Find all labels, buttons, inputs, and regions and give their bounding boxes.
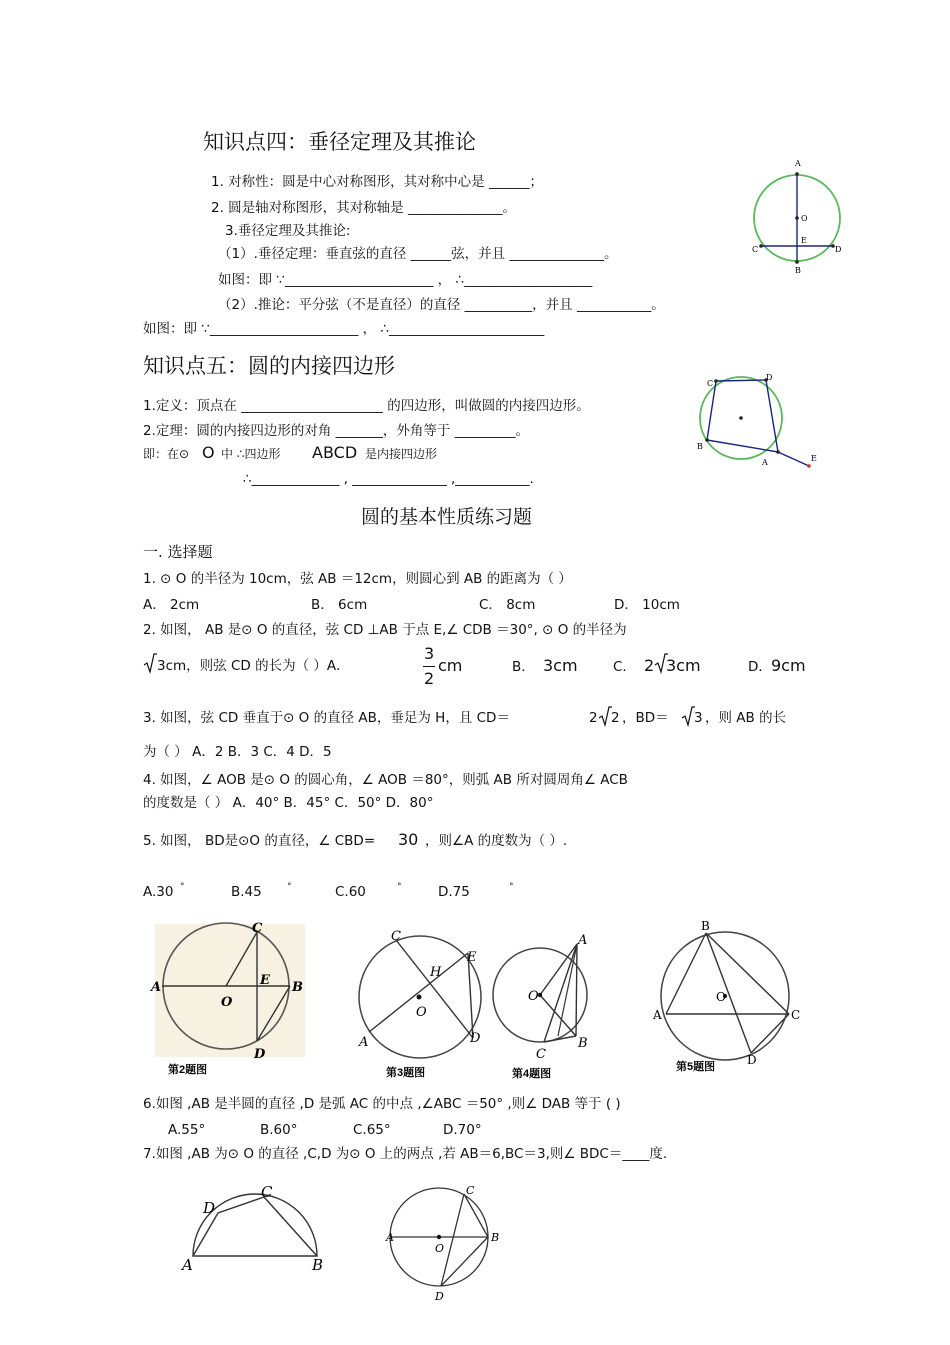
- k5-line4: ∴_____________ , ______________ ,___________.: [243, 471, 534, 487]
- svg-text:D: D: [470, 1031, 481, 1046]
- svg-text:C: C: [791, 1008, 801, 1022]
- svg-text:O: O: [801, 214, 808, 223]
- svg-text:B: B: [292, 980, 303, 995]
- figure-q4: [488, 928, 598, 1083]
- figure-q7: [380, 1180, 510, 1305]
- figure-k5-quadrilateral: [693, 370, 823, 475]
- svg-text:A: A: [578, 933, 588, 948]
- figure-q5: [650, 918, 810, 1076]
- svg-text:C: C: [391, 929, 401, 944]
- q3-cd-sqrt-sign: [598, 705, 612, 727]
- svg-text:E: E: [801, 236, 807, 245]
- q2-d-label: D．: [748, 659, 772, 675]
- q1-option-a: A． 2cm: [143, 597, 200, 613]
- figure-q5-caption: 第5题图: [676, 1061, 716, 1073]
- svg-text:D: D: [435, 1290, 444, 1303]
- svg-text:D: D: [747, 1053, 757, 1067]
- k4-line1: 1. 对称性：圆是中心对称图形，其对称中心是 ______；: [211, 174, 543, 190]
- svg-text:A: A: [359, 1035, 369, 1050]
- q3-bd-radicand: 3: [694, 710, 703, 726]
- k5-line2: 2.定理：圆的内接四边形的对角 _______，外角等于 _________。: [143, 423, 529, 439]
- figure-q3-caption: 第3题图: [386, 1067, 426, 1079]
- k4-line6: （2）.推论：平分弦（不是直径）的直径 __________，并且 ___________。: [218, 297, 665, 313]
- svg-text:O: O: [528, 989, 539, 1004]
- svg-text:O: O: [416, 1005, 427, 1020]
- q3-text: 3. 如图，弦 CD 垂直于⊙ O 的直径 AB，垂足为 H，且 CD＝: [143, 710, 510, 726]
- k5-line3c: 中 ∴四边形: [221, 447, 281, 461]
- q2-line2: 3cm，则弦 CD 的长为（ ）A．: [157, 658, 350, 674]
- k4-line4: （1）.垂径定理：垂直弦的直径 ______弦，并且 ______________。: [218, 246, 618, 262]
- q5-option-a: A.30: [143, 884, 174, 900]
- svg-text:E: E: [260, 973, 270, 988]
- q6-option-a: A.55°: [168, 1122, 206, 1138]
- q6-option-b: B.60°: [260, 1122, 298, 1138]
- svg-text:B: B: [697, 442, 703, 451]
- q6-option-d: D.70°: [443, 1122, 482, 1138]
- q3-bd-sqrt-sign: [681, 705, 695, 727]
- svg-text:A: A: [386, 1231, 394, 1244]
- svg-text:D: D: [835, 245, 842, 254]
- q4-options: 的度数是（ ） A．40° B．45° C．50° D．80°: [143, 795, 434, 811]
- k4-line3: 3.垂径定理及其推论:: [225, 223, 351, 239]
- degree-mark: °: [287, 882, 292, 892]
- k5-line3-abcd: ABCD: [312, 443, 358, 462]
- svg-text:B: B: [312, 1256, 324, 1274]
- k4-title: 知识点四：垂径定理及其推论: [203, 130, 476, 154]
- k4-line5: 如图：即 ∵______________________ ， ∴___________________: [218, 272, 593, 288]
- q3-cd-radicand: 2: [611, 710, 620, 726]
- q2-option-b: 3cm: [543, 656, 578, 675]
- svg-text:A: A: [653, 1008, 662, 1022]
- svg-text:B: B: [578, 1036, 588, 1051]
- q1-option-b: B． 6cm: [311, 597, 368, 613]
- q2-option-c: 3cm: [666, 656, 701, 675]
- k5-line3a: 即：在⊙: [143, 447, 190, 461]
- svg-text:C: C: [536, 1047, 546, 1062]
- q2-c-coef: 2: [644, 656, 655, 675]
- svg-text:O: O: [221, 995, 233, 1010]
- svg-text:B: B: [491, 1231, 500, 1244]
- figure-k4-diameter: [745, 155, 850, 280]
- svg-text:C: C: [752, 245, 759, 254]
- svg-text:B: B: [795, 266, 801, 275]
- svg-text:B: B: [701, 919, 710, 933]
- q2-text: 2. 如图， AB 是⊙ O 的直径，弦 CD ⊥AB 于点 E,∠ CDB ＝30°, ⊙ O 的半径为: [143, 622, 627, 638]
- q2-sqrt-sign: [143, 652, 157, 674]
- q2-option-d: 9cm: [771, 656, 806, 675]
- svg-text:C: C: [252, 921, 263, 936]
- k5-title: 知识点五：圆的内接四边形: [143, 354, 395, 378]
- q2-fraction-bar: [423, 666, 435, 667]
- svg-text:H: H: [430, 965, 442, 980]
- q6-option-c: C.65°: [353, 1122, 391, 1138]
- figure-q4-caption: 第4题图: [512, 1068, 552, 1080]
- figure-q2: [150, 920, 310, 1080]
- svg-text:C: C: [261, 1183, 273, 1201]
- q4-text: 4. 如图，∠ AOB 是⊙ O 的圆心角，∠ AOB ＝80°，则弧 AB 所对圆周角∠ ACB: [143, 772, 628, 788]
- svg-text:E: E: [811, 454, 817, 463]
- svg-text:A: A: [795, 159, 801, 168]
- k5-line3e: 是内接四边形: [365, 447, 438, 461]
- svg-text:D: D: [203, 1199, 216, 1217]
- svg-text:C: C: [466, 1184, 475, 1197]
- q2-b-label: B．: [512, 659, 535, 675]
- q3-options: 为（ ） A．2 B．3 C．4 D．5: [143, 744, 332, 760]
- q5-option-c: C.60: [335, 884, 366, 900]
- q5-text: 5. 如图， BD是⊙O 的直径，∠ CBD=: [143, 833, 376, 849]
- q2-a-denominator: 2: [424, 669, 435, 688]
- k5-line3-o: O: [202, 443, 215, 462]
- k5-line1: 1.定义：顶点在 _____________________ 的四边形，叫做圆的内接四边形。: [143, 398, 590, 414]
- svg-text:A: A: [762, 458, 768, 467]
- section-choice: 一. 选择题: [143, 543, 213, 561]
- k4-line2: 2. 圆是轴对称图形，其对称轴是 ______________。: [211, 200, 516, 216]
- degree-mark: °: [509, 882, 514, 892]
- q5-option-d: D.75: [438, 884, 470, 900]
- q1-option-c: C． 8cm: [479, 597, 536, 613]
- degree-mark: °: [180, 882, 185, 892]
- q1-text: 1. ⊙ O 的半径为 10cm，弦 AB ＝12cm，则圆心到 AB 的距离为（ ）: [143, 571, 572, 587]
- svg-text:O: O: [435, 1242, 445, 1255]
- q5-text-tail: ，则∠A 的度数为（ ）.: [425, 833, 568, 849]
- k4-line7: 如图：即 ∵______________________ ， ∴_______________________: [143, 321, 545, 337]
- q5-angle: 30: [398, 830, 419, 849]
- q2-c-label: C．: [613, 659, 636, 675]
- svg-text:D: D: [254, 1047, 266, 1062]
- svg-text:E: E: [467, 950, 477, 965]
- svg-text:D: D: [766, 373, 773, 382]
- q6-text: 6.如图 ,AB 是半圆的直径 ,D 是弧 AC 的中点 ,∠ABC ＝50° ,则∠ DAB 等于 ( ): [143, 1096, 621, 1112]
- q7-text: 7.如图 ,AB 为⊙ O 的直径 ,C,D 为⊙ O 上的两点 ,若 AB＝6,BC＝3,则∠ BDC＝____度.: [143, 1146, 668, 1162]
- q1-option-d: D． 10cm: [614, 597, 680, 613]
- figure-q3: [350, 920, 490, 1085]
- figure-q6: [175, 1180, 335, 1275]
- q2-a-numerator: 3: [424, 644, 435, 663]
- svg-text:A: A: [182, 1256, 193, 1274]
- svg-text:A: A: [151, 980, 162, 995]
- figure-q2-caption: 第2题图: [168, 1064, 208, 1076]
- svg-text:O: O: [716, 990, 726, 1004]
- q3-bd-label: ，BD＝: [622, 710, 669, 726]
- q3-text-tail: ，则 AB 的长: [705, 710, 787, 726]
- svg-text:C: C: [707, 379, 714, 388]
- exercise-title: 圆的基本性质练习题: [361, 506, 533, 528]
- q3-cd-coef: 2: [589, 710, 598, 726]
- q5-option-b: B.45: [231, 884, 262, 900]
- degree-mark: °: [397, 882, 402, 892]
- q2-a-unit: cm: [438, 656, 463, 675]
